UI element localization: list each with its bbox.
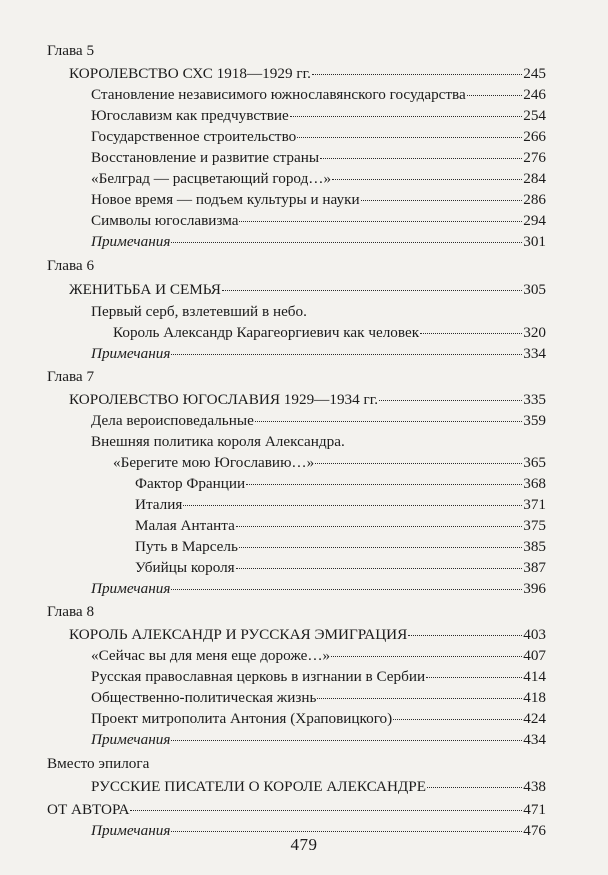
dot-leader — [239, 547, 522, 548]
toc-entry-line: Внешняя политика короля Александра. — [91, 433, 345, 450]
toc-entry-main: РУССКИЕ ПИСАТЕЛИ О КОРОЛЕ АЛЕКСАНДРЕ 438 — [91, 778, 546, 795]
toc-entry-notes: Примечания 476 — [91, 822, 546, 839]
dot-leader — [320, 158, 522, 159]
epilogue-label: Вместо эпилога — [47, 755, 150, 772]
toc-entry: «Берегите мою Югославию…» 365 — [113, 454, 546, 471]
dot-leader — [236, 526, 522, 527]
toc-entry-main: КОРОЛЕВСТВО ЮГОСЛАВИЯ 1929—1934 гг. 335 — [69, 391, 546, 408]
chapter-label: Глава 7 — [47, 368, 95, 385]
dot-leader — [171, 354, 522, 355]
chapter-label: Глава 6 — [47, 257, 95, 274]
dot-leader — [379, 400, 522, 401]
toc-entry: Италия 371 — [135, 496, 546, 513]
toc-entry-notes: Примечания 334 — [91, 345, 546, 362]
page-number: 479 — [290, 835, 318, 854]
dot-leader — [420, 333, 522, 334]
toc-entry-notes: Примечания 301 — [91, 233, 546, 250]
toc-entry-main: ЖЕНИТЬБА И СЕМЬЯ 305 — [69, 281, 546, 298]
toc-entry: Путь в Марсель 385 — [135, 538, 546, 555]
dot-leader — [236, 568, 523, 569]
dot-leader — [171, 242, 522, 243]
dot-leader — [426, 677, 522, 678]
toc-entry: Государственное строительство 266 — [91, 128, 546, 145]
toc-entry-notes: Примечания 434 — [91, 731, 546, 748]
dot-leader — [297, 137, 522, 138]
dot-leader — [408, 635, 522, 636]
dot-leader — [290, 116, 522, 117]
toc-entry: Проект митрополита Антония (Храповицкого) 424 — [91, 710, 546, 727]
toc-entry: Русская православная церковь в изгнании в Сербии 414 — [91, 668, 546, 685]
dot-leader — [171, 831, 522, 832]
toc-entry: Малая Антанта 375 — [135, 517, 546, 534]
toc-entry: «Белград — расцветающий город…» 284 — [91, 170, 546, 187]
dot-leader — [171, 740, 522, 741]
toc-entry: Становление независимого южнославянского государства 246 — [91, 86, 546, 103]
dot-leader — [255, 421, 522, 422]
dot-leader — [315, 463, 522, 464]
dot-leader — [246, 484, 522, 485]
dot-leader — [312, 74, 522, 75]
toc-entry-notes: Примечания 396 — [91, 580, 546, 597]
chapter-label: Глава 5 — [47, 42, 95, 59]
toc-entry: Убийцы короля 387 — [135, 559, 546, 576]
dot-leader — [239, 221, 522, 222]
dot-leader — [393, 719, 522, 720]
dot-leader — [317, 698, 522, 699]
dot-leader — [130, 810, 522, 811]
dot-leader — [222, 290, 522, 291]
toc-entry: Символы югославизма 294 — [91, 212, 546, 229]
dot-leader — [183, 505, 522, 506]
toc-entry: Новое время — подъем культуры и науки 286 — [91, 191, 546, 208]
dot-leader — [427, 787, 522, 788]
toc-entry: Югославизм как предчувствие 254 — [91, 107, 546, 124]
toc-entry: Дела вероисповедальные 359 — [91, 412, 546, 429]
dot-leader — [171, 589, 522, 590]
toc-entry-main: КОРОЛЕВСТВО СХС 1918—1929 гг. 245 — [69, 65, 546, 82]
dot-leader — [331, 656, 522, 657]
toc-entry: Король Александр Карагеоргиевич как человек 320 — [113, 324, 546, 341]
toc-entry: Восстановление и развитие страны 276 — [91, 149, 546, 166]
chapter-label: Глава 8 — [47, 603, 95, 620]
dot-leader — [467, 95, 522, 96]
toc-entry: Фактор Франции 368 — [135, 475, 546, 492]
toc-entry-main: КОРОЛЬ АЛЕКСАНДР И РУССКАЯ ЭМИГРАЦИЯ 403 — [69, 626, 546, 643]
toc-entry: Общественно-политическая жизнь 418 — [91, 689, 546, 706]
toc-entry: «Сейчас вы для меня еще дороже…» 407 — [91, 647, 546, 664]
toc-entry-main: ОТ АВТОРА 471 — [47, 801, 546, 818]
dot-leader — [361, 200, 523, 201]
dot-leader — [332, 179, 522, 180]
toc-entry-line: Первый серб, взлетевший в небо. — [91, 303, 307, 320]
